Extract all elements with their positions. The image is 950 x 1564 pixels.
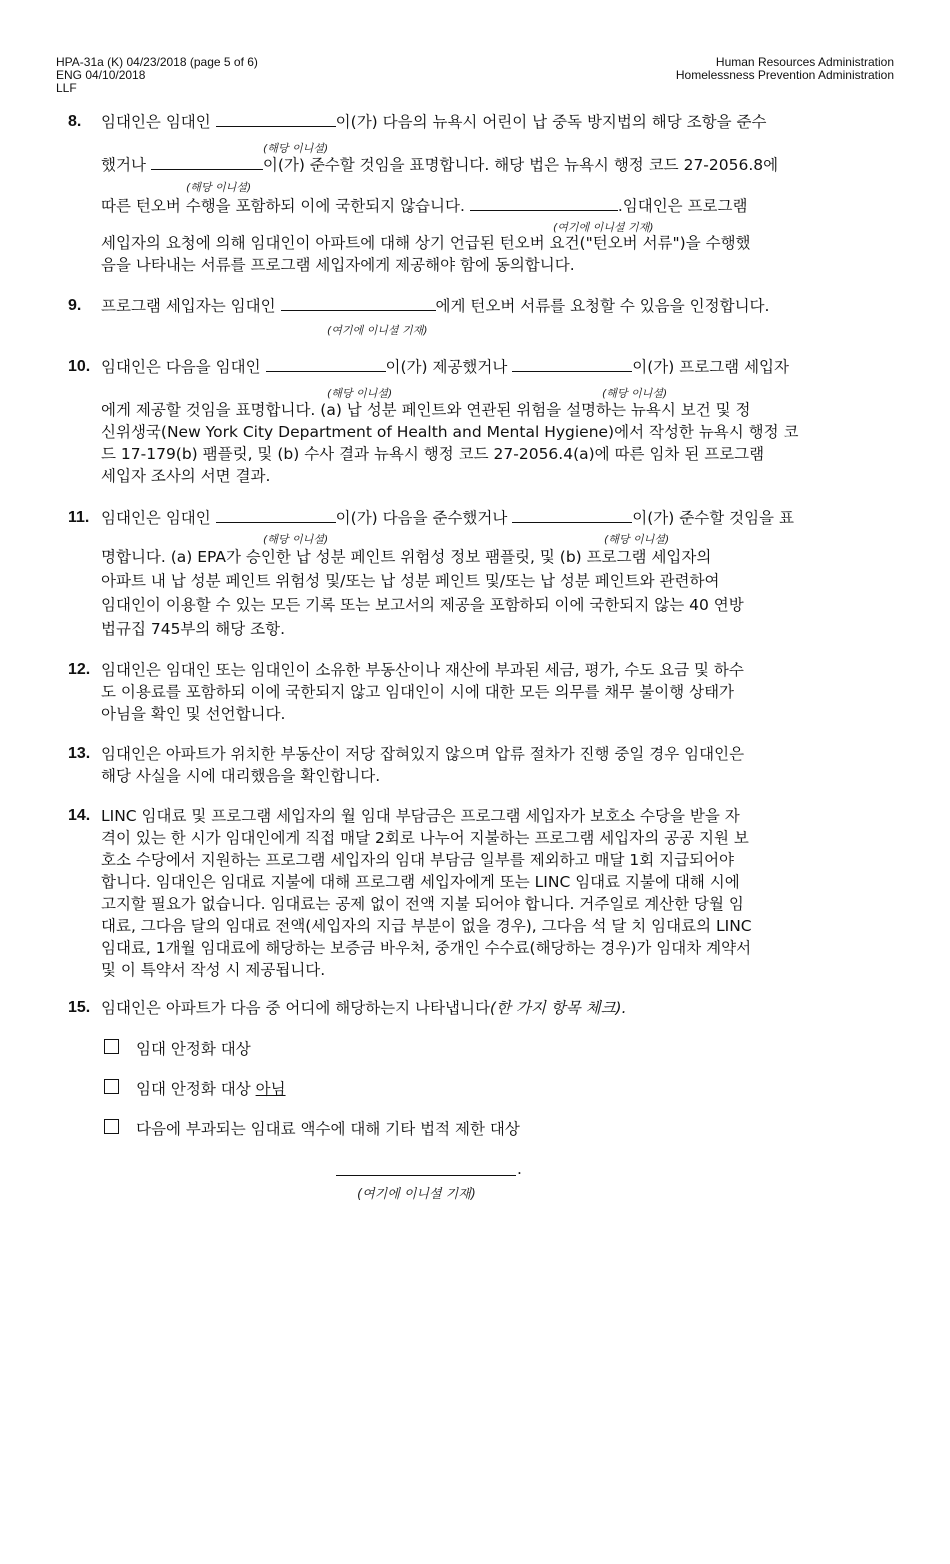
initial-field[interactable] [216, 508, 336, 523]
clause-text: 이(가) 준수할 것임을 표명합니다. 해당 법은 뉴욕시 행정 코드 27-2056.8에 [262, 156, 779, 174]
form-id-line: HPA-31a (K) 04/23/2018 (page 5 of 6) [56, 55, 258, 69]
initial-write-caption: (여기에 이니셜 기재) [357, 1187, 476, 1202]
clause-text: 대료, 그다음 달의 임대료 전액(세입자의 지급 부분이 없을 경우), 그다음 석 달 치 임대료의 LINC [101, 917, 752, 935]
clause-text: 신위생국(New York City Department of Health and Mental Hygiene)에서 작성한 뉴욕시 행정 코 [101, 423, 799, 441]
instruction-text: (한 가지 항목 체크). [489, 999, 627, 1017]
clause-text: 음을 나타내는 서류를 프로그램 세입자에게 제공해야 함에 동의합니다. [101, 256, 575, 274]
clause-number: 15. [68, 999, 91, 1016]
clause-text: 고지할 필요가 없습니다. 임대료는 공제 없이 전액 지불 되어야 합니다. 거주일로 계산한 당월 임 [101, 895, 744, 913]
initial-field[interactable] [512, 357, 632, 372]
clause-text: 드 17-179(b) 팸플릿, 및 (b) 수사 결과 뉴욕시 행정 코드 27-2056.4(a)에 따른 임차 된 프로그램 [101, 445, 765, 463]
clause-text: 이(가) 준수할 것임을 표 [632, 509, 794, 527]
end-period: . [517, 1160, 522, 1178]
clause-text: 세입자 조사의 서면 결과. [101, 467, 271, 485]
agency-line-2: Homelessness Prevention Administration [675, 68, 894, 82]
option-rent-stabilized: 임대 안정화 대상 [136, 1040, 251, 1058]
clause-number: 11. [68, 509, 90, 526]
clause-text: 이(가) 제공했거나 [385, 358, 513, 376]
option-other-restriction: 다음에 부과되는 임대료 액수에 대해 기타 법적 제한 대상 [136, 1120, 520, 1138]
checkbox-rent-stabilized[interactable] [104, 1039, 119, 1054]
form-id-header [56, 56, 258, 95]
clause-text: 임대인은 임대인 또는 임대인이 소유한 부동산이나 재산에 부과된 세금, 평가, 수도 요금 및 하수 [101, 661, 744, 679]
clause-text: 했거나 [101, 156, 151, 174]
clause-text: 에게 턴오버 서류를 요청할 수 있음을 인정합니다. [435, 297, 770, 315]
clause-text: 임대인은 임대인 [101, 509, 216, 527]
clause-text: .임대인은 프로그램 [617, 197, 748, 215]
clause-text: 및 이 특약서 작성 시 제공됩니다. [101, 961, 326, 979]
clause-text: 합니다. 임대인은 임대료 지불에 대해 프로그램 세입자에게 또는 LINC 임대료 지불에 대해 시에 [101, 873, 740, 891]
clause-text: 이(가) 프로그램 세입자 [632, 358, 789, 376]
initial-caption: (해당 이니셜) [263, 533, 329, 546]
initial-caption: (해당 이니셜) [327, 387, 393, 400]
clause-text: 프로그램 세입자는 임대인 [101, 297, 281, 315]
initial-field[interactable] [151, 155, 263, 170]
agency-header [676, 56, 894, 82]
clause-text: 따른 턴오버 수행을 포함하되 이에 국한되지 않습니다. [101, 197, 470, 215]
checkbox-other-restriction[interactable] [104, 1119, 119, 1134]
initial-caption: (해당 이니셜) [186, 181, 252, 194]
option-emphasis: 아님 [255, 1080, 286, 1098]
agency-line-1: Human Resources Administration [715, 55, 894, 69]
clause-text: 임대료, 1개월 임대료에 해당하는 보증금 바우처, 중개인 수수료(해당하는 경우)가 임대차 계약서 [101, 939, 752, 957]
initial-field[interactable] [281, 296, 436, 311]
clause-text: 임대인은 다음을 임대인 [101, 358, 266, 376]
clause-text: 임대인은 임대인 [101, 113, 216, 131]
clause-text: 이(가) 다음의 뉴욕시 어린이 납 중독 방지법의 해당 조항을 준수 [335, 113, 767, 131]
option-not-rent-stabilized [136, 1077, 286, 1099]
clause-text: LINC 임대료 및 프로그램 세입자의 월 임대 부담금은 프로그램 세입자가 보호소 수당을 받을 자 [101, 807, 740, 825]
initial-field[interactable] [470, 196, 618, 211]
initial-write-caption: (여기에 이니셜 기재) [327, 324, 428, 337]
clause-text: 호소 수당에서 지원하는 프로그램 세입자의 임대 부담금 일부를 제외하고 매달 1회 지급되어야 [101, 851, 735, 869]
initial-caption: (해당 이니셜) [604, 533, 670, 546]
clause-text: 법규집 745부의 해당 조항. [101, 620, 286, 638]
form-eng-date-line: ENG 04/10/2018 [56, 68, 146, 82]
option-text: 임대 안정화 대상 [136, 1080, 256, 1098]
clause-text: 임대인은 아파트가 위치한 부동산이 저당 잡혀있지 않으며 압류 절차가 진행 중일 경우 임대인은 [101, 745, 745, 763]
clause-text: 임대인이 이용할 수 있는 모든 기록 또는 보고서의 제공을 포함하되 이에 국한되지 않는 40 연방 [101, 596, 744, 614]
initial-caption: (해당 이니셜) [602, 387, 668, 400]
initial-field[interactable] [512, 508, 632, 523]
initial-field[interactable] [216, 112, 336, 127]
initial-write-caption: (여기에 이니셜 기재) [553, 221, 654, 234]
clause-text: 명합니다. (a) EPA가 승인한 납 성분 페인트 위험성 정보 팸플릿, 및 (b) 프로그램 세입자의 [101, 548, 712, 566]
clause-number: 9. [68, 297, 82, 314]
clause-text: 격이 있는 한 시가 임대인에게 직접 매달 2회로 나누어 지불하는 프로그램 세입자의 공공 지원 보 [101, 829, 749, 847]
clause-text: 아파트 내 납 성분 페인트 위험성 및/또는 납 성분 페인트 및/또는 납 성분 페인트와 관련하여 [101, 572, 720, 590]
clause-number: 8. [68, 113, 82, 130]
clause-text: 도 이용료를 포함하되 이에 국한되지 않고 임대인이 시에 대한 모든 의무를 채무 불이행 상태가 [101, 683, 735, 701]
clause-text: 해당 사실을 시에 대리했음을 확인합니다. [101, 767, 381, 785]
clause-text: 임대인은 아파트가 다음 중 어디에 해당하는지 나타냅니다 [101, 999, 490, 1017]
clause-number: 12. [68, 661, 91, 678]
clause-number: 10. [68, 358, 91, 375]
form-code-line: LLF [56, 81, 77, 95]
clause-text: 아님을 확인 및 선언합니다. [101, 705, 286, 723]
clause-text: 에게 제공할 것임을 표명합니다. (a) 납 성분 페인트와 연관된 위험을 설명하는 뉴욕시 보건 및 정 [101, 401, 751, 419]
initial-caption: (해당 이니셜) [263, 142, 329, 155]
initial-field[interactable] [266, 357, 386, 372]
clause-text: 이(가) 다음을 준수했거나 [335, 509, 513, 527]
clause-number: 13. [68, 745, 91, 762]
initial-field[interactable] [336, 1161, 516, 1176]
clause-number: 14. [68, 807, 91, 824]
checkbox-not-rent-stabilized[interactable] [104, 1079, 119, 1094]
clause-text: 세입자의 요청에 의해 임대인이 아파트에 대해 상기 언급된 턴오버 요건("턴오버 서류")을 수행했 [101, 234, 751, 252]
